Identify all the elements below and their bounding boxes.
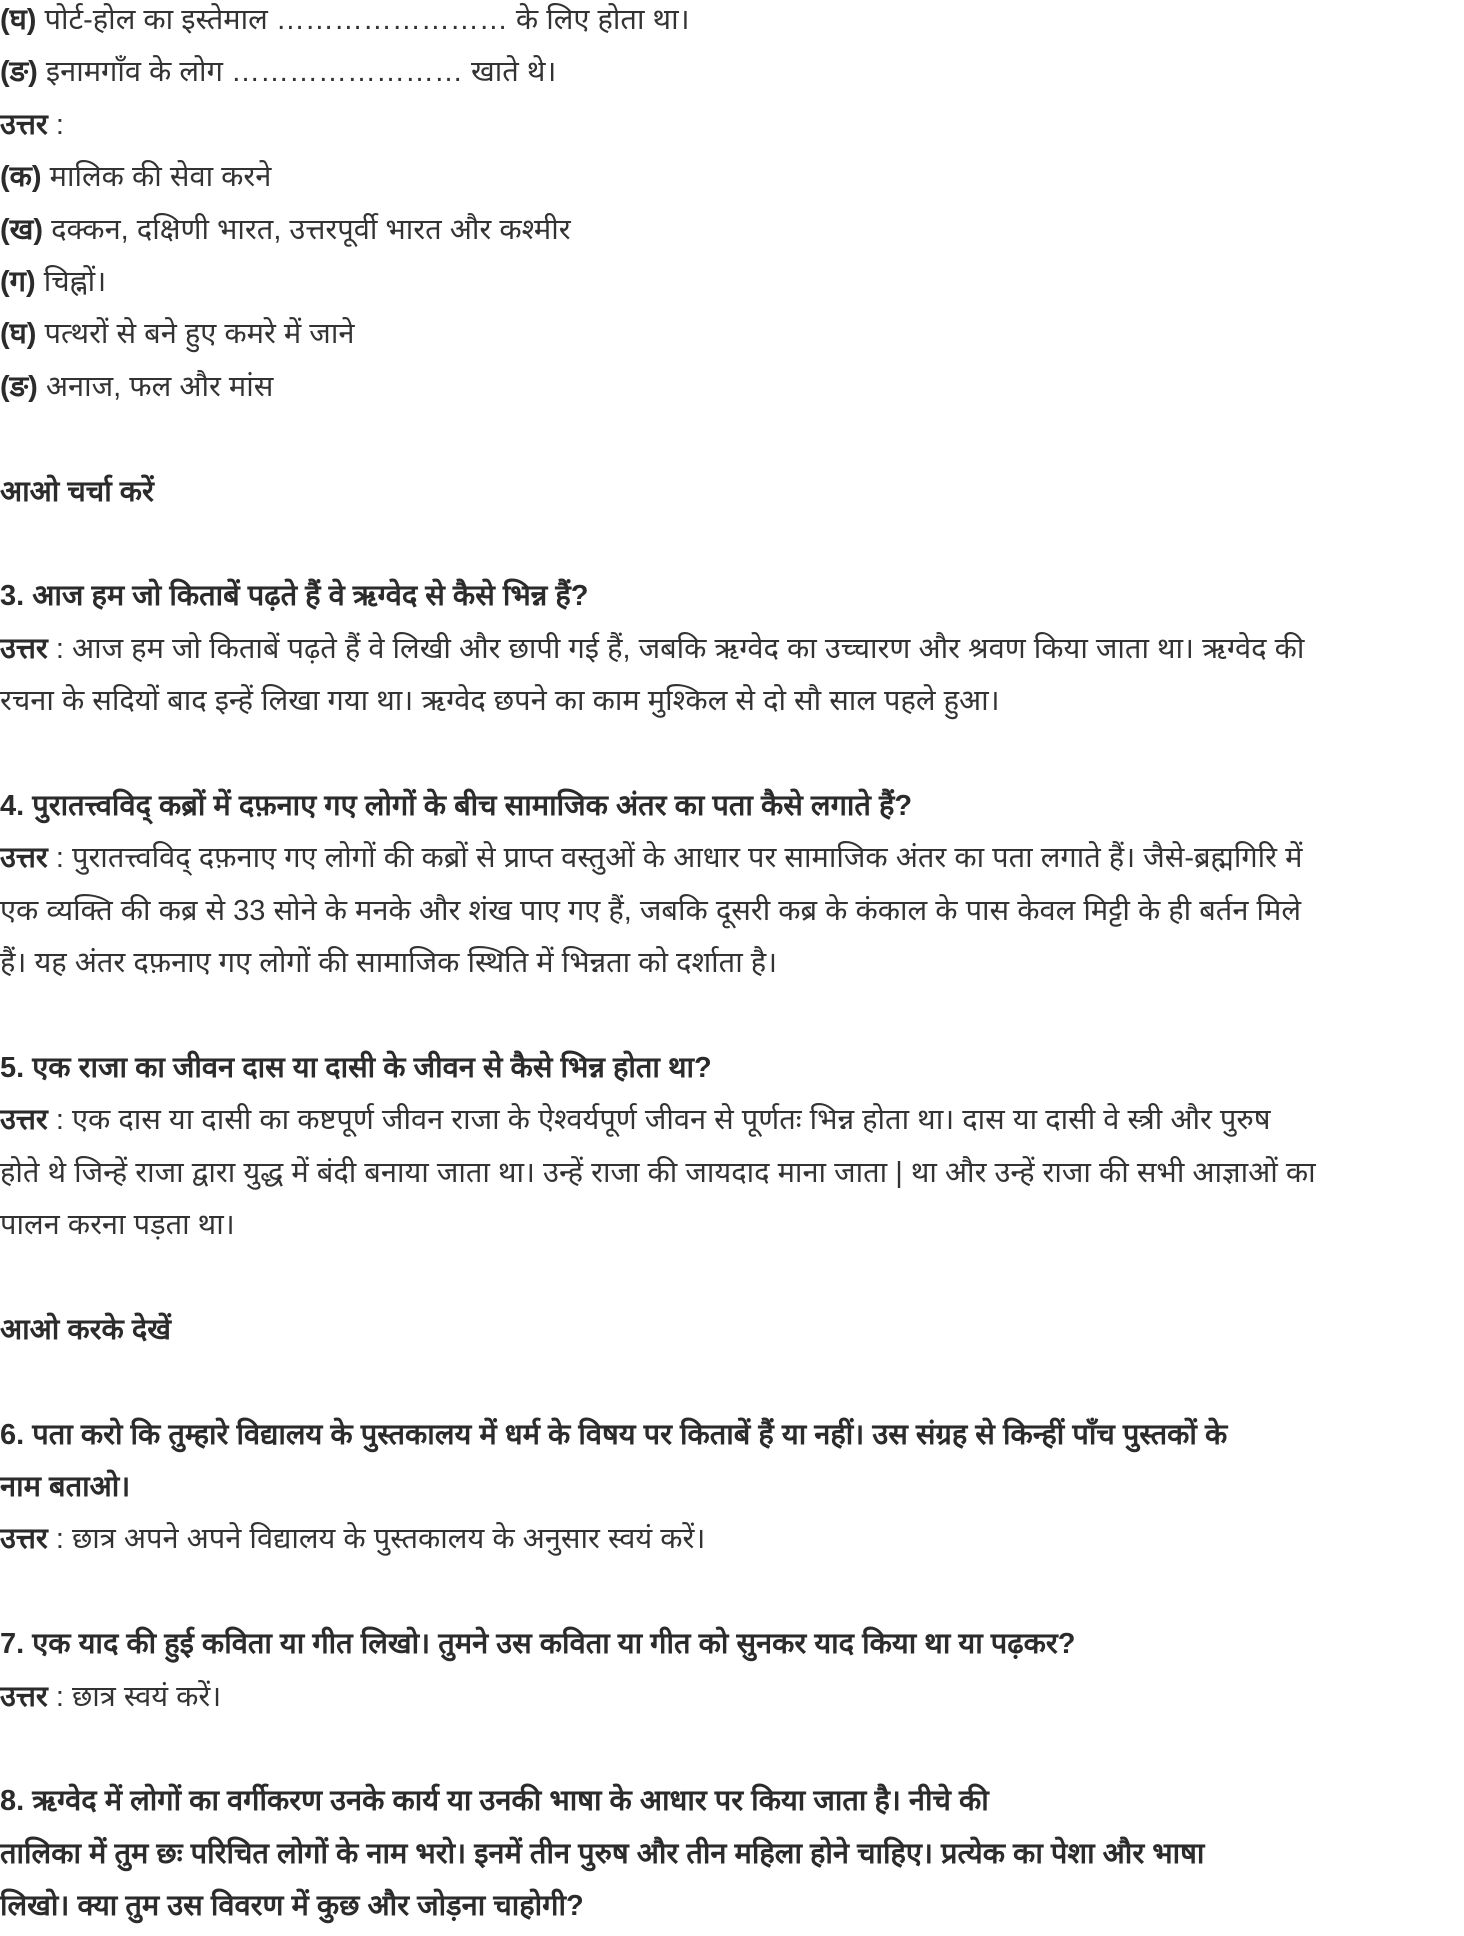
answer-label: उत्तर <box>0 1680 48 1713</box>
fill-blank-item <box>0 46 1464 98</box>
answer-heading <box>0 99 1464 151</box>
answer-line: रचना के सदियों बाद इन्हें लिखा गया था। ऋग्वेद छपने का काम मुश्किल से दो सौ साल पहले हुआ। <box>0 685 1000 718</box>
item-label: (क) <box>0 161 42 194</box>
question-text: तालिका में तुम छः परिचित लोगों के नाम भरो। इनमें तीन पुरुष और तीन महिला होने चाहिए। प्रत्येक का पेशा और भाषा <box>0 1837 1205 1870</box>
answer-text: छात्र अपने अपने विद्यालय के पुस्तकालय के अनुसार स्वयं करें। <box>71 1523 706 1556</box>
answer-item <box>0 308 1464 360</box>
answer-label: उत्तर <box>0 1523 48 1556</box>
colon: : <box>47 108 64 141</box>
item-text: मालिक की सेवा करने <box>41 161 272 194</box>
colon: : <box>47 1104 72 1137</box>
question-text: 3. आज हम जो किताबें पढ़ते हैं वे ऋग्वेद से कैसे भिन्न हैं? <box>0 580 589 613</box>
question-text: 8. ऋग्वेद में लोगों का वर्गीकरण उनके कार्य या उनकी भाषा के आधार पर किया जाता है। नीचे की <box>0 1785 989 1818</box>
answer-item <box>0 361 1464 413</box>
answer-line <box>0 1094 1464 1146</box>
spacer <box>0 1251 1464 1303</box>
item-text: चिह्नों। <box>35 265 107 298</box>
answer-label: उत्तर <box>0 1104 48 1137</box>
spacer <box>0 518 1464 570</box>
answer-line <box>0 1671 1464 1723</box>
spacer <box>0 727 1464 779</box>
item-label: (घ) <box>0 318 37 351</box>
section-heading: आओ करके देखें <box>0 1313 171 1346</box>
spacer <box>0 1723 1464 1775</box>
fill-blank-item <box>0 0 1464 46</box>
question-text: 6. पता करो कि तुम्हारे विद्यालय के पुस्तकालय में धर्म के विषय पर किताबें हैं या नहीं। उस संग्रह से किन्हीं पाँच पुस्तकों के <box>0 1418 1228 1451</box>
colon: : <box>47 632 72 665</box>
item-label: (घ) <box>0 4 37 36</box>
question-text: 4. पुरातत्त्वविद् कब्रों में दफ़नाए गए लोगों के बीच सामाजिक अंतर का पता कैसे लगाते हैं? <box>0 789 913 822</box>
answer-label: उत्तर <box>0 108 48 141</box>
item-label: (ग) <box>0 265 36 298</box>
question-text: 7. एक याद की हुई कविता या गीत लिखो। तुमने उस कविता या गीत को सुनकर याद किया था या पढ़कर? <box>0 1628 1076 1661</box>
colon: : <box>47 1523 72 1556</box>
answer-line <box>0 1513 1464 1565</box>
spacer <box>0 413 1464 465</box>
item-label: (ङ) <box>0 370 38 403</box>
item-text: पोर्ट-होल का इस्तेमाल …………………… के लिए होता था। <box>36 4 690 36</box>
answer-item <box>0 151 1464 203</box>
answer-text: पुरातत्त्वविद् दफ़नाए गए लोगों की कब्रों से प्राप्त वस्तुओं के आधार पर सामाजिक अंतर का पता लगाते हैं। जैसे-ब्रह्मगिरि में <box>71 842 1303 875</box>
answer-text: छात्र स्वयं करें। <box>71 1680 222 1713</box>
answer-label: उत्तर <box>0 632 48 665</box>
item-text: पत्थरों से बने हुए कमरे में जाने <box>36 318 355 351</box>
answer-line: एक व्यक्ति की कब्र से 33 सोने के मनके और शंख पाए गए हैं, जबकि दूसरी कब्र के कंकाल के पास केवल मिट्टी के ही बर्तन मिले <box>0 894 1301 927</box>
answer-label: उत्तर <box>0 842 48 875</box>
answer-item <box>0 204 1464 256</box>
item-label: (ख) <box>0 213 44 246</box>
answer-text: एक दास या दासी का कष्टपूर्ण जीवन राजा के ऐश्वर्यपूर्ण जीवन से पूर्णतः भिन्न होता था। दास या दासी वे स्त्री और पुरुष <box>71 1104 1271 1137</box>
colon: : <box>47 1680 72 1713</box>
item-text: इनामगाँव के लोग …………………… खाते थे। <box>37 56 557 89</box>
section-heading: आओ चर्चा करें <box>0 475 154 508</box>
item-text: अनाज, फल और मांस <box>37 370 274 403</box>
spacer <box>0 1356 1464 1408</box>
spacer <box>0 989 1464 1041</box>
answer-line <box>0 623 1464 675</box>
answer-line: हैं। यह अंतर दफ़नाए गए लोगों की सामाजिक स्थिति में भिन्नता को दर्शाता है। <box>0 947 778 980</box>
item-text: दक्कन, दक्षिणी भारत, उत्तरपूर्वी भारत और कश्मीर <box>43 213 571 246</box>
question-text: नाम बताओ। <box>0 1470 131 1503</box>
answer-line: होते थे जिन्हें राजा द्वारा युद्ध में बंदी बनाया जाता था। उन्हें राजा की जायदाद माना जाता | था और उन्हें राजा की सभी आज्ञाओं का <box>0 1156 1316 1189</box>
colon: : <box>47 842 72 875</box>
question-text: 5. एक राजा का जीवन दास या दासी के जीवन से कैसे भिन्न होता था? <box>0 1051 712 1084</box>
answer-item <box>0 256 1464 308</box>
answer-text: आज हम जो किताबें पढ़ते हैं वे लिखी और छापी गई हैं, जबकि ऋग्वेद का उच्चारण और श्रवण किया जाता था। ऋग्वेद की <box>71 632 1305 665</box>
answer-line <box>0 832 1464 884</box>
spacer <box>0 1566 1464 1618</box>
item-label: (ङ) <box>0 56 38 89</box>
question-text: लिखो। क्या तुम उस विवरण में कुछ और जोड़ना चाहोगी? <box>0 1890 584 1923</box>
answer-line: पालन करना पड़ता था। <box>0 1208 235 1241</box>
